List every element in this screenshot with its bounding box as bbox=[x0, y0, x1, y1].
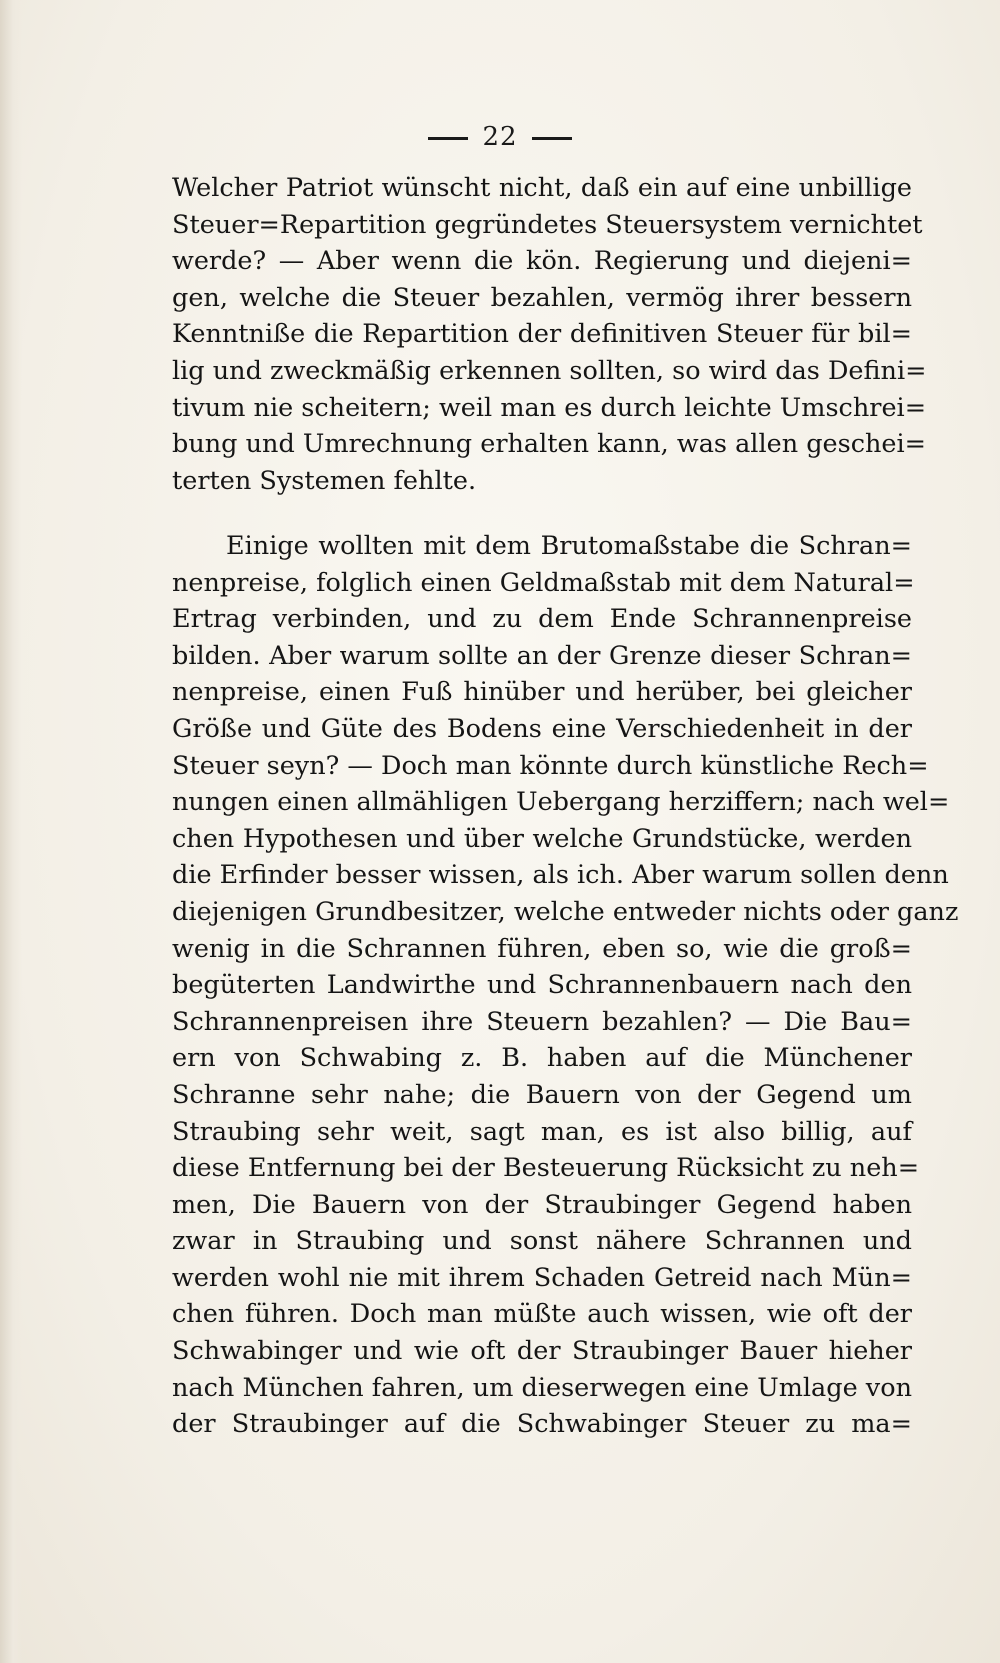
paragraph-2 bbox=[172, 528, 959, 1443]
text-line: die Erfinder besser wissen, als ich. Aber warum sollen denn bbox=[172, 860, 949, 891]
text-line: werde? — Aber wenn die kön. Regierung und diejeni= bbox=[172, 246, 912, 277]
text-line: Einige wollten mit dem Brutomaßstabe die Schran= bbox=[226, 531, 912, 561]
paragraph-1 bbox=[172, 170, 927, 499]
text-line: nenpreise, einen Fuß hinüber und herüber, bei gleicher bbox=[172, 677, 912, 708]
page-gutter bbox=[0, 0, 22, 1663]
text-line: Schwabinger und wie oft der Straubinger Bauer hieher bbox=[172, 1336, 912, 1367]
text-line: Steuer=Repartition gegründetes Steuersystem vernichtet bbox=[172, 209, 923, 240]
text-line: nach München fahren, um dieserwegen eine Umlage von bbox=[172, 1372, 912, 1403]
header-dash-right bbox=[532, 137, 572, 140]
text-line: Steuer seyn? — Doch man könnte durch künstliche Rech= bbox=[172, 750, 929, 781]
text-line: Schrannenpreisen ihre Steuern bezahlen? — Die Bau= bbox=[172, 1006, 912, 1037]
text-line: Kenntniße die Repartition der definitiven Steuer für bil= bbox=[172, 319, 912, 350]
text-line: der Straubinger auf die Schwabinger Steuer zu ma= bbox=[172, 1409, 912, 1440]
text-line: lig und zweckmäßig erkennen sollten, so wird das Defini= bbox=[172, 355, 927, 386]
text-line: begüterten Landwirthe und Schrannenbauern nach den bbox=[172, 970, 912, 1001]
text-line: nenpreise, folglich einen Geldmaßstab mit dem Natural= bbox=[172, 567, 915, 598]
text-line: men, Die Bauern von der Straubinger Gegend haben bbox=[172, 1189, 912, 1220]
text-line: bilden. Aber warum sollte an der Grenze dieser Schran= bbox=[172, 640, 912, 671]
text-line: Schranne sehr nahe; die Bauern von der Gegend um bbox=[172, 1079, 912, 1110]
text-line: diese Entfernung bei der Besteuerung Rücksicht zu neh= bbox=[172, 1153, 920, 1184]
text-line: zwar in Straubing und sonst nähere Schrannen und bbox=[172, 1226, 912, 1257]
text-line: wenig in die Schrannen führen, eben so, wie die groß= bbox=[172, 933, 912, 964]
text-line: chen Hypothesen und über welche Grundstücke, werden bbox=[172, 823, 912, 854]
text-line: werden wohl nie mit ihrem Schaden Getreid nach Mün= bbox=[172, 1262, 912, 1293]
page-number: 22 bbox=[482, 122, 518, 152]
header-dash-left bbox=[428, 137, 468, 140]
text-line: tivum nie scheitern; weil man es durch leichte Umschrei= bbox=[172, 392, 927, 423]
text-line: Welcher Patriot wünscht nicht, daß ein auf eine unbillige bbox=[172, 173, 912, 203]
text-line: ern von Schwabing z. B. haben auf die Münchener bbox=[172, 1043, 912, 1074]
text-line: Ertrag verbinden, und zu dem Ende Schrannenpreise bbox=[172, 604, 912, 635]
text-line: diejenigen Grundbesitzer, welche entweder nichts oder ganz bbox=[172, 896, 959, 927]
text-line: bung und Umrechnung erhalten kann, was allen geschei= bbox=[172, 429, 927, 460]
page-header bbox=[0, 122, 1000, 152]
text-line: chen führen. Doch man müßte auch wissen, wie oft der bbox=[172, 1299, 912, 1330]
text-line: Größe und Güte des Bodens eine Verschiedenheit in der bbox=[172, 713, 912, 744]
text-line: terten Systemen fehlte. bbox=[172, 465, 477, 496]
text-line: nungen einen allmähligen Uebergang herziffern; nach wel= bbox=[172, 787, 950, 818]
text-line: Straubing sehr weit, sagt man, es ist also billig, auf bbox=[172, 1116, 912, 1147]
text-line: gen, welche die Steuer bezahlen, vermög ihrer bessern bbox=[172, 282, 912, 313]
